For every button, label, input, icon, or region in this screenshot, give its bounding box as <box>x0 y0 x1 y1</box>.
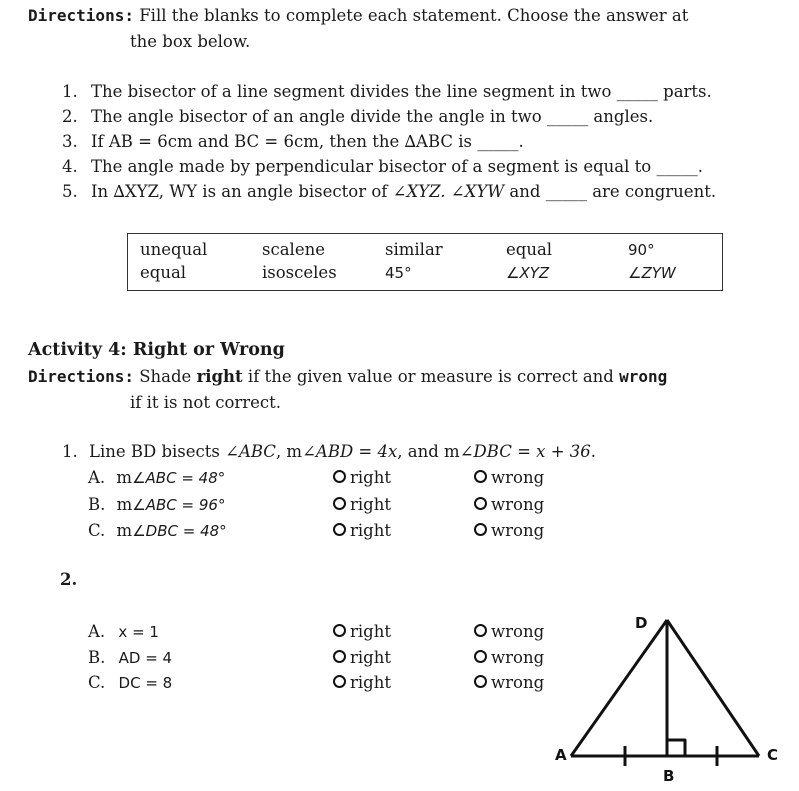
label-a: A <box>555 746 567 764</box>
option-letter: A. <box>88 622 106 641</box>
activity-4-title: Activity 4: Right or Wrong <box>28 340 285 360</box>
q2-option-b <box>88 648 172 667</box>
radio-circle-icon[interactable] <box>474 497 487 510</box>
q1b-wrong-radio[interactable] <box>474 495 544 514</box>
option-letter: A. <box>88 468 106 487</box>
radio-label: wrong <box>491 521 545 540</box>
activity-4-directions-continued: if it is not correct. <box>130 393 282 412</box>
q2-option-a <box>88 622 159 641</box>
item-text: If AB = 6cm and BC = 6cm, then the ∆ABC is _____. <box>91 132 524 151</box>
option-expr: m <box>116 495 133 514</box>
stem-angle-abd: ∠ABD = 4x <box>302 442 398 461</box>
question-1-stem <box>62 442 596 461</box>
radio-label: wrong <box>491 468 545 487</box>
label-b: B <box>663 767 675 785</box>
q1c-right-radio[interactable] <box>333 521 391 540</box>
radio-circle-icon[interactable] <box>474 675 487 688</box>
option-expr: m <box>116 521 133 540</box>
word-angle-xyz: ∠XYZ <box>506 264 550 282</box>
stem-angle-dbc: ∠DBC = x + 36 <box>459 442 591 461</box>
directions-label: Directions: <box>28 6 134 25</box>
radio-label: right <box>350 495 391 514</box>
fill-item-4 <box>62 157 703 176</box>
label-c: C <box>767 746 779 764</box>
q1-option-b <box>88 495 225 514</box>
word-angle-zyw: ∠ZYW <box>628 264 676 282</box>
stem-angle-abc: ∠ABC <box>225 442 276 461</box>
word-unequal: unequal <box>140 240 208 259</box>
fill-item-1 <box>62 82 712 101</box>
item-number: 2. <box>62 107 78 126</box>
word-isosceles: isosceles <box>262 263 337 282</box>
radio-label: right <box>350 673 391 692</box>
radio-label: right <box>350 468 391 487</box>
word-scalene: scalene <box>262 240 325 259</box>
q1b-right-radio[interactable] <box>333 495 391 514</box>
radio-label: wrong <box>491 495 545 514</box>
q1-option-a <box>88 468 225 487</box>
q1a-right-radio[interactable] <box>333 468 391 487</box>
stem-text: , m <box>275 442 303 461</box>
fill-item-2 <box>62 107 653 126</box>
q2c-wrong-radio[interactable] <box>474 673 544 692</box>
stem-text: Line BD bisects <box>89 442 226 461</box>
word-90-degrees: 90° <box>628 241 655 259</box>
fill-item-3 <box>62 132 524 151</box>
option-letter: C. <box>88 673 106 692</box>
q2a-wrong-radio[interactable] <box>474 622 544 641</box>
word-equal: equal <box>506 240 553 259</box>
right-keyword: right <box>196 367 243 386</box>
directions-text-a: Shade <box>133 367 197 386</box>
question-number: 1. <box>62 442 78 461</box>
question-2-number: 2. <box>60 570 78 589</box>
q2c-right-radio[interactable] <box>333 673 391 692</box>
q2b-wrong-radio[interactable] <box>474 648 544 667</box>
option-expr: ∠ABC = 96° <box>132 496 226 514</box>
triangle-figure <box>545 610 795 790</box>
q2-option-c <box>88 673 172 692</box>
option-expr: AD = 4 <box>118 649 173 667</box>
directions-text-b: if the given value or measure is correct and <box>242 367 620 386</box>
fill-item-5 <box>62 182 716 201</box>
radio-label: right <box>350 622 391 641</box>
side-ad <box>571 620 667 756</box>
option-letter: C. <box>88 521 106 540</box>
directions-label: Directions: <box>28 367 134 386</box>
radio-label: wrong <box>491 673 545 692</box>
radio-label: wrong <box>491 648 545 667</box>
activity-4-directions <box>28 367 667 386</box>
option-expr: ∠ABC = 48° <box>132 469 226 487</box>
item-text-c: and _____ are congruent. <box>504 182 717 201</box>
radio-circle-icon[interactable] <box>474 650 487 663</box>
option-expr: x = 1 <box>118 623 159 641</box>
option-expr: m <box>116 468 133 487</box>
directions-text: Fill the blanks to complete each statement. Choose the answer at <box>139 6 689 25</box>
radio-circle-icon[interactable] <box>333 523 346 536</box>
radio-circle-icon[interactable] <box>474 470 487 483</box>
item-number: 1. <box>62 82 78 101</box>
radio-circle-icon[interactable] <box>333 497 346 510</box>
right-angle-mark <box>667 740 685 756</box>
radio-circle-icon[interactable] <box>333 470 346 483</box>
word-equal-2: equal <box>140 263 187 282</box>
directions-text-continued: the box below. <box>130 32 251 51</box>
label-d: D <box>635 614 648 632</box>
side-dc <box>667 620 759 756</box>
option-expr: ∠DBC = 48° <box>132 522 227 540</box>
q2b-right-radio[interactable] <box>333 648 391 667</box>
radio-circle-icon[interactable] <box>474 523 487 536</box>
q1c-wrong-radio[interactable] <box>474 521 544 540</box>
item-text-a: In ∆XYZ, WY is an angle bisector of <box>91 182 393 201</box>
item-number: 4. <box>62 157 78 176</box>
radio-label: right <box>350 648 391 667</box>
radio-circle-icon[interactable] <box>333 624 346 637</box>
option-expr: DC = 8 <box>118 674 173 692</box>
stem-text: . <box>590 442 597 461</box>
item-text: The bisector of a line segment divides the line segment in two _____ parts. <box>91 82 712 101</box>
directions-line <box>28 6 688 25</box>
item-number: 3. <box>62 132 78 151</box>
word-45-degrees: 45° <box>385 264 412 282</box>
radio-circle-icon[interactable] <box>333 650 346 663</box>
item-text: The angle made by perpendicular bisector of a segment is equal to _____. <box>91 157 703 176</box>
stem-text: , and m <box>397 442 460 461</box>
radio-label: wrong <box>491 622 545 641</box>
item-text: The angle bisector of an angle divide the angle in two _____ angles. <box>91 107 654 126</box>
option-letter: B. <box>88 495 106 514</box>
option-letter: B. <box>88 648 106 667</box>
word-similar: similar <box>385 240 443 259</box>
wrong-keyword: wrong <box>619 367 668 386</box>
radio-circle-icon[interactable] <box>333 675 346 688</box>
item-number: 5. <box>62 182 78 201</box>
q1a-wrong-radio[interactable] <box>474 468 544 487</box>
radio-label: right <box>350 521 391 540</box>
radio-circle-icon[interactable] <box>474 624 487 637</box>
q1-option-c <box>88 521 227 540</box>
q2a-right-radio[interactable] <box>333 622 391 641</box>
item-text-b: ∠XYZ. ∠XYW <box>392 182 505 201</box>
